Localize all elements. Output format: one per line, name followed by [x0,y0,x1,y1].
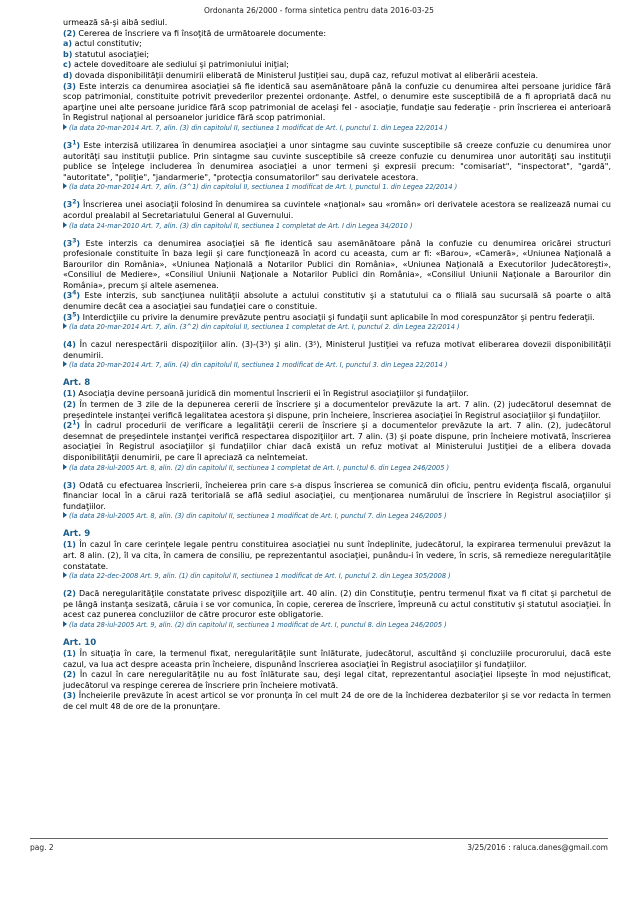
paragraph: (2) În cazul în care neregularităţile nu au fost înlăturate sau, deşi legal citat, reprezentantul asociaţiei lipseşte în mod nejustificat, judecătorul va respinge cererea de înscriere prin încheiere motivată. [63,670,611,690]
amendment-link[interactable]: (la data 28-iul-2005 Art. 8, alin. (3) din capitolul II, sectiunea 1 modificat de Art. I, punctul 7. din Legea 246/2005 ) [63,512,611,521]
amendment-link[interactable]: (la data 24-mar-2010 Art. 7, alin. (3) din capitolul II, sectiunea 1 completat de Art. I din Legea 34/2010 ) [63,222,611,231]
article-heading: Art. 9 [63,529,91,540]
list-item: c) actele doveditoare ale sediului şi patrimoniului iniţial; [63,60,289,70]
list-item: b) statutul asociaţiei; [63,49,150,59]
paragraph: $(3^5)$ Interdicţiile cu privire la denumire prevăzute pentru asociaţii şi fundaţii sunt aplicabile în mod corespunzător şi pentru federaţii. [63,311,595,322]
footer-info: 3/25/2016 : raluca.danes@gmail.com [467,843,608,852]
list-item: a) actul constitutiv; [63,39,142,49]
amendment-link[interactable]: (la data 28-iul-2005 Art. 8, alin. (2) din capitolul II, sectiunea 1 completat de Art. I, punctul 6. din Legea 246/2005 ) [63,464,611,473]
paragraph: $(2^1)$ În cadrul procedurii de verificare a legalităţii cererii de înscriere şi a documentelor prevăzute la art. 7 alin. (2), judecătorul desemnat de preşedintele instanţei verifică respectarea dispoziţiilor art. 7 alin. (3) şi poate dispune, prin încheiere motivată, înscrierea asociaţiei în Registrul asociaţiilor şi fundaţiilor chiar dacă există un refuz motivat al Ministerului Justiţiei de a elibera dovada disponibilităţii denumirii, pe care îl apreciază ca neîntemeiat. [63,419,611,462]
paragraph: $(3^1)$ Este interzisă utilizarea în denumirea asociaţiei a unor sintagme sau cuvinte susceptibile să creeze confuzie cu denumirea unor autorităţi sau instituţii publice. Prin sintagme sau cuvinte susceptibile să creeze confuzie cu denumirea unor autorităţi sau instituţii publice se înţelege includerea în denumirea asociaţiei a unor termeni şi expresii precum: "comisariat", "inspectorat", "gardă", "autoritate", "poliţie", "jandarmerie", "protecţia consumatorilor" sau derivatele acestora. [63,139,611,182]
triangle-right-icon [63,512,67,518]
amendment-link[interactable]: (la data 28-iul-2005 Art. 9, alin. (2) din capitolul II, sectiunea 1 modificat de Art. I, punctul 8. din Legea 246/2005 ) [63,621,611,630]
amendment-link[interactable]: (la data 22-dec-2008 Art. 9, alin. (1) din capitolul II, sectiunea 1 modificat de Art. I, punctul 2. din Legea 305/2008 ) [63,572,611,581]
amendment-link[interactable]: (la data 20-mar-2014 Art. 7, alin. (3^2) din capitolul II, sectiunea 1 completat de Art. I, punctul 2. din Legea 22/2014 ) [63,323,611,332]
list-item: d) dovada disponibilităţii denumirii eliberată de Ministerul Justiţiei sau, după caz, refuzul motivat al eliberării acesteia. [63,70,539,80]
triangle-right-icon [63,361,67,367]
document-body [63,18,611,713]
article-heading: Art. 10 [63,637,97,648]
triangle-right-icon [63,222,67,228]
article-heading: Art. 8 [63,378,91,389]
page-header: Ordonanta 26/2000 - forma sintetica pentru data 2016-03-25 [204,6,434,15]
paragraph: (1) Asociaţia devine persoană juridică din momentul înscrierii ei în Registrul asociaţiilor şi fundaţiilor. [63,389,469,399]
paragraph: $(3^3)$ Este interzis ca denumirea asociaţiei să fie identică sau asemănătoare până la confuzie cu denumirea oricărei structuri profesionale constituite în baza legii şi care funcţionează în acord cu aceasta, cum ar fi: «Barou», «Cameră», «Uniunea Naţională a Barourilor din România», «Uniunea Naţională a Notarilor Publici din România», «Uniunea Naţională a Executorilor Judecătoreşti», «Consiliul de Mediere», «Consiliul Uniunii Naţionale a Notarilor Publici din România», «Consiliul Uniunii Naţionale a Barourilor din România», precum şi altele asemenea. [63,236,611,290]
paragraph: (1) În situaţia în care, la termenul fixat, neregularităţile sunt înlăturate, judecătorul, ascultând şi concluziile procurorului, dacă este cazul, va lua act despre aceasta prin încheiere, dispunând înscrierea asociaţiei în Registrul asociaţiilor şi fundaţiilor. [63,648,611,669]
amendment-link[interactable]: (la data 20-mar-2014 Art. 7, alin. (4) din capitolul II, sectiunea 1 modificat de Art. I, punctul 3. din Legea 22/2014 ) [63,361,611,370]
triangle-right-icon [63,572,67,578]
paragraph: (3) Este interzis ca denumirea asociaţiei să fie identică sau asemănătoare până la confuzie cu denumirea altei persoane juridice fără scop patrimonial, constituite potrivit prevederilor prezentei ordonanţe. Astfel, o denumire este susceptibilă de a fi apropriată dacă nu aparţine unei alte persoane juridice fără scop patrimonial de acelaşi fel - asociaţie, fundaţie sau federaţie - prin înscrierea ei anterioară în Registrul naţional al persoanelor juridice fără scop patrimonial. [63,81,611,123]
amendment-link[interactable]: (la data 20-mar-2014 Art. 7, alin. (3^1) din capitolul II, sectiunea 1 modificat de Art. I, punctul 1. din Legea 22/2014 ) [63,183,611,192]
paragraph: (2) Dacă neregularităţile constatate privesc dispoziţiile art. 40 alin. (2) din Constituţie, pentru termenul fixat va fi citat şi parchetul de pe lângă instanţa sesizată, căruia i se vor comunica, în copie, cererea de înscriere, împreună cu actul constitutiv şi statutul asociaţiei. În acest caz punerea concluziilor de către procuror este obligatorie. [63,589,611,620]
page-number: pag. 2 [30,843,54,852]
paragraph: $(3^4)$ Este interzis, sub sancţiunea nulităţii absolute a actului constitutiv şi a statutului ca o filială sau sucursală să poarte o altă denumire decât cea a asociaţiei sau fundaţiei care o constituie. [63,289,611,312]
triangle-right-icon [63,621,67,627]
triangle-right-icon [63,323,67,329]
triangle-right-icon [63,183,67,189]
paragraph: (2) Cererea de înscriere va fi însoţită de următoarele documente: [63,28,327,38]
paragraph: urmează să-şi aibă sediul. [63,18,168,27]
paragraph: (4) În cazul nerespectării dispoziţiilor alin. (3)-(3³) şi alin. (3⁵), Ministerul Justiţiei va refuza motivat eliberarea dovezii disponibilităţii denumirii. [63,340,611,360]
triangle-right-icon [63,124,67,130]
paragraph: (3) Odată cu efectuarea înscrierii, încheierea prin care s-a dispus înscrierea se comunică din oficiu, pentru evidenţa fiscală, organului financiar local în a cărui rază teritorială se află sediul asociaţiei, cu menţionarea numărului de înscriere în Registrul asociaţiilor şi fundaţiilor. [63,480,611,511]
paragraph: (1) În cazul în care cerinţele legale pentru constituirea asociaţiei nu sunt îndeplinite, judecătorul, la expirarea termenului prevăzut la art. 8 alin. (2), îl va cita, în camera de consiliu, pe reprezentantul asociaţiei, punându-i în vedere, în scris, să remedieze neregularităţile constatate. [63,540,611,571]
triangle-right-icon [63,464,67,470]
paragraph: $(3^2)$ Înscrierea unei asociaţii folosind în denumirea sa cuvintele «naţional» sau «român» ori derivatele acestora se realizează numai cu acordul prealabil al Secretariatului General al Guvernului. [63,198,611,220]
paragraph: (3) Încheierile prevăzute în acest articol se vor pronunţa în cel mult 24 de ore de la închiderea dezbaterilor şi se vor redacta în termen de cel mult 48 de ore de la pronunţare. [63,691,611,711]
footer-divider [30,838,608,839]
amendment-link[interactable]: (la data 20-mar-2014 Art. 7, alin. (3) din capitolul II, sectiunea 1 modificat de Art. I, punctul 1. din Legea 22/2014 ) [63,124,611,133]
paragraph: (2) În termen de 3 zile de la depunerea cererii de înscriere şi a documentelor prevăzute la art. 7 alin. (2) judecătorul desemnat de preşedintele instanţei verifică legalitatea acestora şi dispune, prin încheiere, înscrierea asociaţiei în Registrul asociaţiilor şi fundaţiilor. [63,400,611,420]
